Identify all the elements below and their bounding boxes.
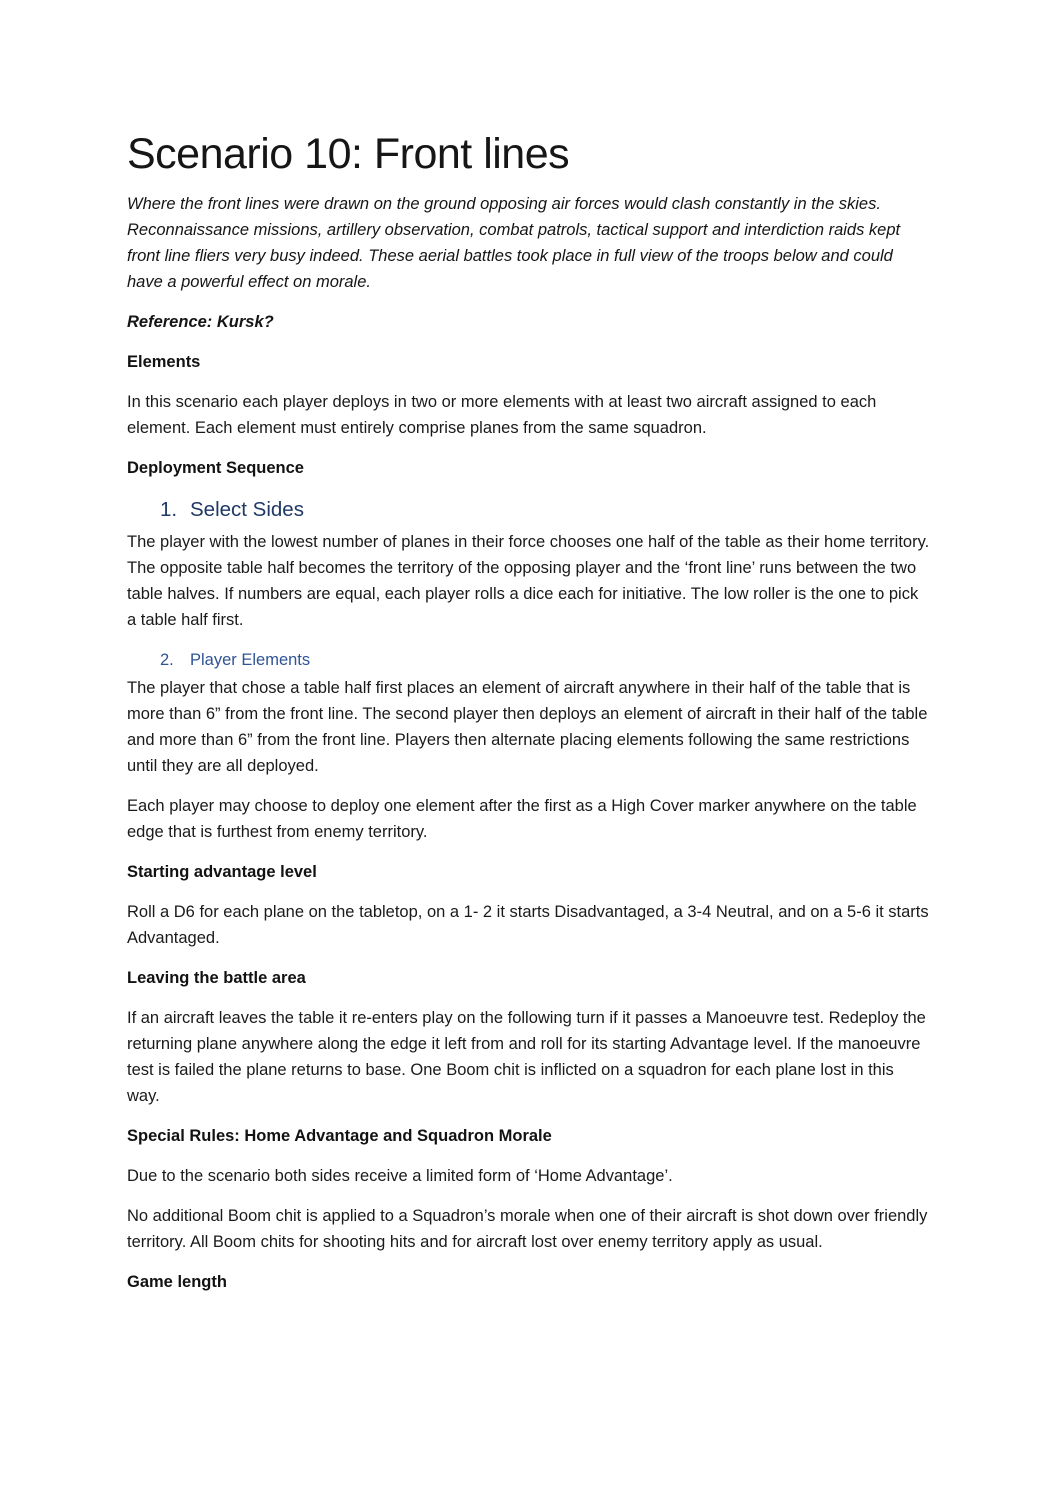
heading-special-rules: Special Rules: Home Advantage and Squadron Morale [127, 1127, 552, 1146]
heading-leaving-battle-area: Leaving the battle area [127, 969, 306, 988]
heading-select-sides [127, 495, 930, 525]
paragraph-select-sides: The player with the lowest number of planes in their force chooses one half of the table as their home territory. The opposite table half becomes the territory of the opposing player and the ‘front line’ runs between the two table halves. If numbers are equal, each player rolls a dice each for initiative. The low roller is the one to pick a table half first. [127, 533, 930, 630]
heading-number-1: 1. [160, 498, 178, 522]
paragraph-elements: In this scenario each player deploys in two or more elements with at least two aircraft assigned to each element. Each element must entirely comprise planes from the same squadron. [127, 393, 877, 438]
heading-starting-advantage: Starting advantage level [127, 863, 317, 882]
heading-number-2: 2. [160, 651, 174, 670]
heading-label-select-sides: Select Sides [190, 498, 304, 522]
heading-deployment-sequence: Deployment Sequence [127, 459, 304, 478]
paragraph-special-rules-1: Due to the scenario both sides receive a limited form of ‘Home Advantage’. [127, 1167, 673, 1186]
paragraph-starting-advantage: Roll a D6 for each plane on the tabletop, on a 1- 2 it starts Disadvantaged, a 3-4 Neutral, and on a 5-6 it starts Advantaged. [127, 903, 929, 948]
paragraph-special-rules-2: No additional Boom chit is applied to a Squadron’s morale when one of their aircraft is shot down over friendly territory. All Boom chits for shooting hits and for aircraft lost over enemy territory apply as usual. [127, 1207, 928, 1252]
heading-label-player-elements: Player Elements [190, 651, 311, 670]
paragraph-player-elements: The player that chose a table half first places an element of aircraft anywhere in their half of the table that is more than 6” from the front line. The second player then deploys an element of aircraft in their half of the table and more than 6” from the front line. Players then alternate placing elements following the same restrictions until they are all deployed. [127, 679, 928, 776]
document-content [127, 130, 930, 1295]
paragraph-leaving-battle-area: If an aircraft leaves the table it re-enters play on the following turn if it passes a Manoeuvre test. Redeploy the returning plane anywhere along the edge it left from and roll for its starting Advantage level. If the manoeuvre test is failed the plane returns to base. One Boom chit is inflicted on a squadron for each plane lost in this way. [127, 1009, 926, 1106]
paragraph-high-cover: Each player may choose to deploy one element after the first as a High Cover marker anywhere on the table edge that is furthest from enemy territory. [127, 797, 917, 842]
heading-elements: Elements [127, 353, 201, 372]
intro-paragraph: Where the front lines were drawn on the ground opposing air forces would clash constantly in the skies. Reconnaissance missions, artillery observation, combat patrols, tactical support and interdiction raids kept front line fliers very busy indeed. These aerial battles took place in full view of the troops below and could have a powerful effect on morale. [127, 195, 901, 292]
heading-game-length: Game length [127, 1273, 227, 1292]
heading-player-elements [127, 647, 930, 673]
reference-note: Reference: Kursk? [127, 313, 274, 332]
page-title: Scenario 10: Front lines [127, 130, 570, 178]
